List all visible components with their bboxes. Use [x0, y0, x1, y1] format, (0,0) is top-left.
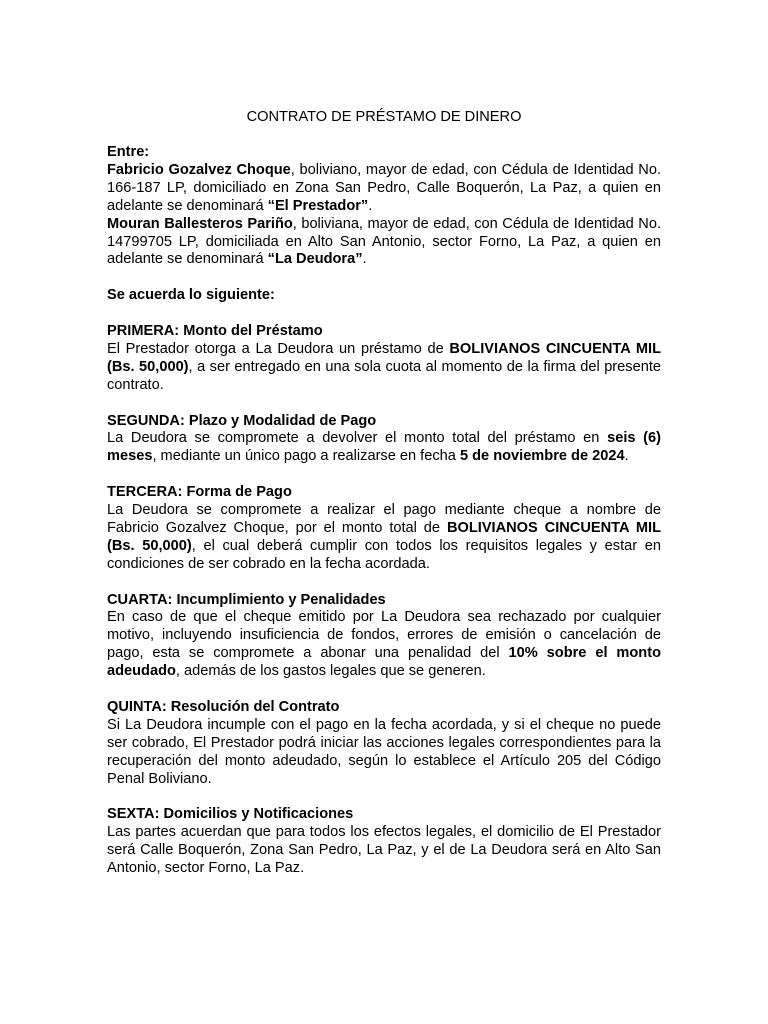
- agreement-heading: Se acuerda lo siguiente:: [107, 287, 275, 304]
- clause-quinta-text: [107, 717, 661, 789]
- contract-title: CONTRATO DE PRÉSTAMO DE DINERO: [246, 109, 522, 125]
- clause-tercera-title: TERCERA: Forma de Pago: [107, 484, 292, 501]
- clause-sexta-t1: Las partes acuerdan que para todos los efectos legales, el domicilio de El Prestador será Calle Boquerón, Zona San Pedro, La Paz, y el de La Deudora será en Alto San Antonio, sector Forno, La Paz.: [107, 824, 661, 877]
- clause-primera-amount: BOLIVIANOS CINCUENTA MIL (Bs. 50,000): [107, 340, 662, 375]
- contract-page: [107, 108, 661, 878]
- lender-alias: “El Prestador”: [267, 197, 369, 214]
- clause-primera-t1: El Prestador otorga a La Deudora un préstamo de: [107, 340, 450, 357]
- lender-details: , boliviano, mayor de edad, con Cédula de Identidad No. 166-187 LP, domiciliado en Zona San Pedro, Calle Boquerón, La Paz, a quien en adelante se denominará: [107, 161, 661, 214]
- borrower-details: , boliviana, mayor de edad, con Cédula de Identidad No. 14799705 LP, domiciliada en Alto San Antonio, sector Forno, La Paz, a quien en adelante se denominará: [107, 215, 661, 268]
- clause-tercera-amount: BOLIVIANOS CINCUENTA MIL (Bs. 50,000): [107, 519, 662, 554]
- clause-cuarta-t2: , además de los gastos legales que se generen.: [175, 663, 486, 680]
- clause-cuarta-title: CUARTA: Incumplimiento y Penalidades: [107, 591, 386, 608]
- clause-quinta-t1: Si La Deudora incumple con el pago en la fecha acordada, y si el cheque no puede ser cobrado, El Prestador podrá iniciar las acciones legales correspondientes para la recuperación del monto adeudado, según lo establece el Artículo 205 del Código Penal Boliviano.: [107, 716, 661, 787]
- clause-primera-title: PRIMERA: Monto del Préstamo: [107, 323, 323, 340]
- clause-tercera-text: [107, 502, 661, 574]
- clause-sexta-title: SEXTA: Domicilios y Notificaciones: [107, 806, 354, 823]
- borrower-alias: “La Deudora”: [267, 251, 363, 268]
- lender-end: .: [368, 197, 373, 214]
- clause-segunda-term: seis (6) meses: [107, 430, 662, 465]
- clause-segunda-date: 5 de noviembre de 2024: [459, 448, 625, 465]
- clause-cuarta-text: [107, 609, 661, 681]
- lender-name: Fabricio Gozalvez Choque: [107, 161, 291, 178]
- clause-tercera-t1: La Deudora se compromete a realizar el pago mediante cheque a nombre de Fabricio Gozalvez Choque, por el monto total de: [107, 502, 661, 536]
- clause-cuarta-penalty: 10% sobre el monto adeudado: [107, 645, 661, 680]
- clause-segunda-title: SEGUNDA: Plazo y Modalidad de Pago: [107, 412, 377, 429]
- clause-segunda-t1: La Deudora se compromete a devolver el monto total del préstamo en: [107, 430, 608, 447]
- clause-primera-text: [107, 341, 661, 395]
- borrower-end: .: [362, 251, 367, 268]
- party-lender: [107, 162, 661, 216]
- between-label: Entre:: [107, 144, 150, 160]
- clause-primera-t2: , a ser entregado en una sola cuota al momento de la firma del presente contrato.: [107, 358, 661, 393]
- clause-tercera-t2: , el cual deberá cumplir con todos los requisitos legales y estar en condiciones de ser cobrado en la fecha acordada.: [107, 537, 661, 572]
- clause-quinta-title: QUINTA: Resolución del Contrato: [107, 699, 340, 715]
- party-borrower: [107, 216, 661, 270]
- clause-segunda-t2: , mediante un único pago a realizarse en fecha: [152, 448, 460, 465]
- clause-segunda-t3: .: [624, 448, 629, 465]
- borrower-name: Mouran Ballesteros Pariño: [107, 215, 293, 232]
- clause-cuarta-t1: En caso de que el cheque emitido por La Deudora sea rechazado por cualquier motivo, incluyendo insuficiencia de fondos, errores de emisión o cancelación de pago, esta se compromete a abonar una penalidad del: [107, 609, 661, 662]
- clause-segunda-text: [107, 430, 661, 466]
- clause-sexta-text: [107, 824, 661, 878]
